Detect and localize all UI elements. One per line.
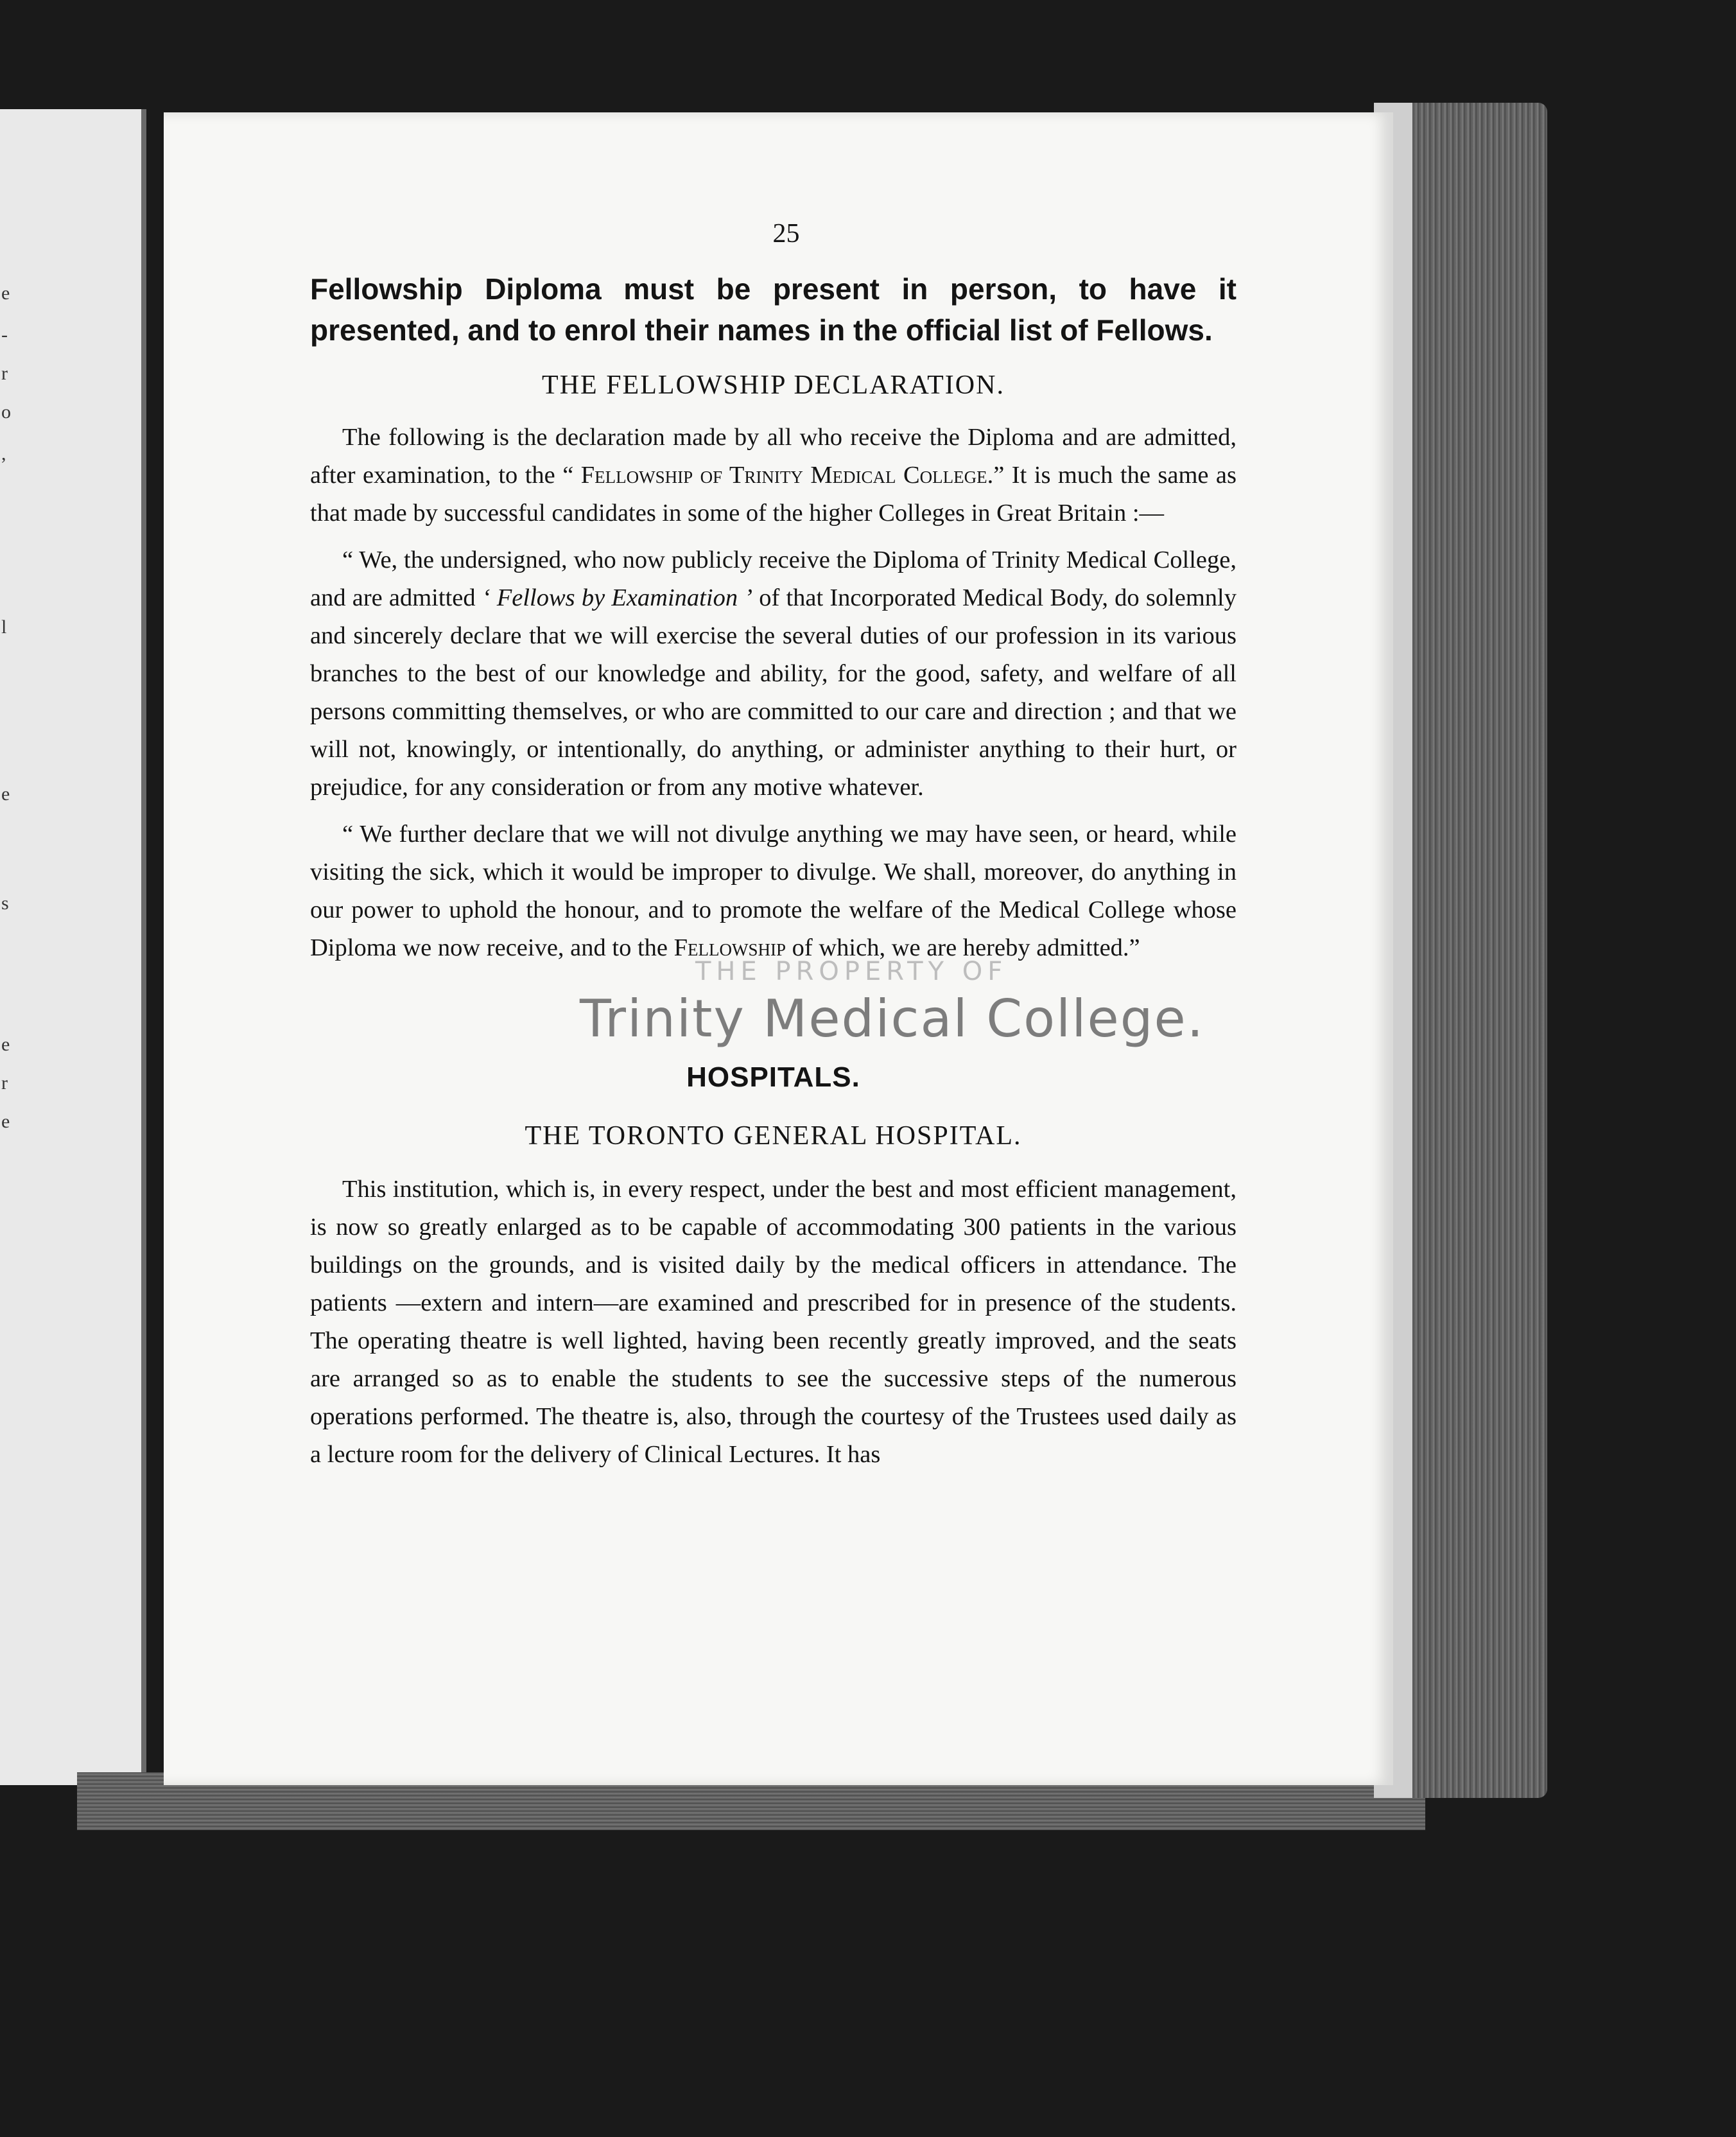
declaration-2-part2: of which, we are hereby admitted.” [786, 934, 1140, 961]
book-page [164, 112, 1393, 1785]
left-page-fragment: o [1, 401, 11, 423]
library-stamp [310, 957, 1237, 1069]
left-page-fragment: r [1, 363, 8, 384]
left-page-fragment: e [1, 783, 10, 805]
page-number: 25 [772, 219, 800, 249]
left-facing-page [0, 109, 146, 1785]
left-page-fragment: e [1, 1034, 10, 1055]
intro-smallcaps: Fellowship of Trinity Medical College [580, 462, 987, 489]
hospital-paragraph: This institution, which is, in every respect, under the best and most efficient management, is now so greatly enlarged as to be capable of accommodating 300 patients in the various buildings on the grounds, and is visited daily by the medical officers in attendance. The patients —extern and intern—are examined and prescribed for in presence of the students. The operating theatre is well lighted, having been recently greatly improved, and the seats are arranged so as to enable the students to see the successive steps of the numerous operations performed. The theatre is, also, through the courtesy of the Trustees used daily as a lecture room for the delivery of Clinical Lectures. It has [310, 1176, 1237, 1468]
left-page-fragment: l [1, 616, 7, 638]
declaration-1-part2: of that Incorporated Medical Body, do solemnly and sincerely declare that we will exercise the several duties of our profession in its various branches to the best of our knowledge and ability, for the good, safety, and welfare of all persons committing themselves, or who are committed to our care and direction ; and that we will not, knowingly, or intentionally, do anything, or administer anything to their hurt, or prejudice, for any consideration or from any motive whatever. [310, 584, 1237, 801]
left-page-fragment: s [1, 893, 9, 914]
section-heading-fellowship-declaration: THE FELLOWSHIP DECLARATION. [542, 371, 1005, 400]
declaration-2-part1: “ We further declare that we will not divulge anything we may have seen, or heard, while visiting the sick, which it would be improper to divulge. We shall, moreover, do anything in our power to uphold the honour, and to promote the welfare of the Medical College whose Diploma we now receive, and to the [310, 821, 1237, 961]
left-page-fragment: , [1, 443, 6, 464]
intro-paragraph [310, 419, 1237, 532]
left-page-fragment: e [1, 1111, 10, 1132]
lead-paragraph: Fellowship Diploma must be present in person, to have it presented, and to enrol their names in the official list of Fellows. [310, 272, 1237, 347]
section-heading-hospitals: HOSPITALS. [686, 1061, 860, 1093]
page-content [310, 218, 1237, 1483]
left-page-fragment: - [1, 324, 8, 345]
left-page-fragment: r [1, 1072, 8, 1094]
section-heading-toronto-general-hospital: THE TORONTO GENERAL HOSPITAL. [525, 1121, 1022, 1151]
stamp-top-line: THE PROPERTY OF [695, 957, 1008, 986]
left-page-fragment: e [1, 283, 10, 304]
intro-text-part1: The following is the declaration made by all who receive the Diploma and are admitted, after examination, to the “ [310, 424, 1237, 489]
intro-text-part2: .” It is much the same as that made by successful candidates in some of the higher Colleges in Great Britain :— [310, 462, 1237, 527]
stamp-main-line: Trinity Medical College. [580, 989, 1205, 1049]
declaration-paragraph-2 [310, 816, 1237, 967]
declaration-1-part1: “ We, the undersigned, who now publicly receive the Diploma of Trinity Medical College, and are admitted [310, 546, 1237, 611]
declaration-paragraph-1 [310, 541, 1237, 807]
declaration-2-smallcaps: Fellowship [673, 934, 786, 961]
declaration-1-italic: ‘ Fellows by Examination ’ [482, 584, 753, 611]
